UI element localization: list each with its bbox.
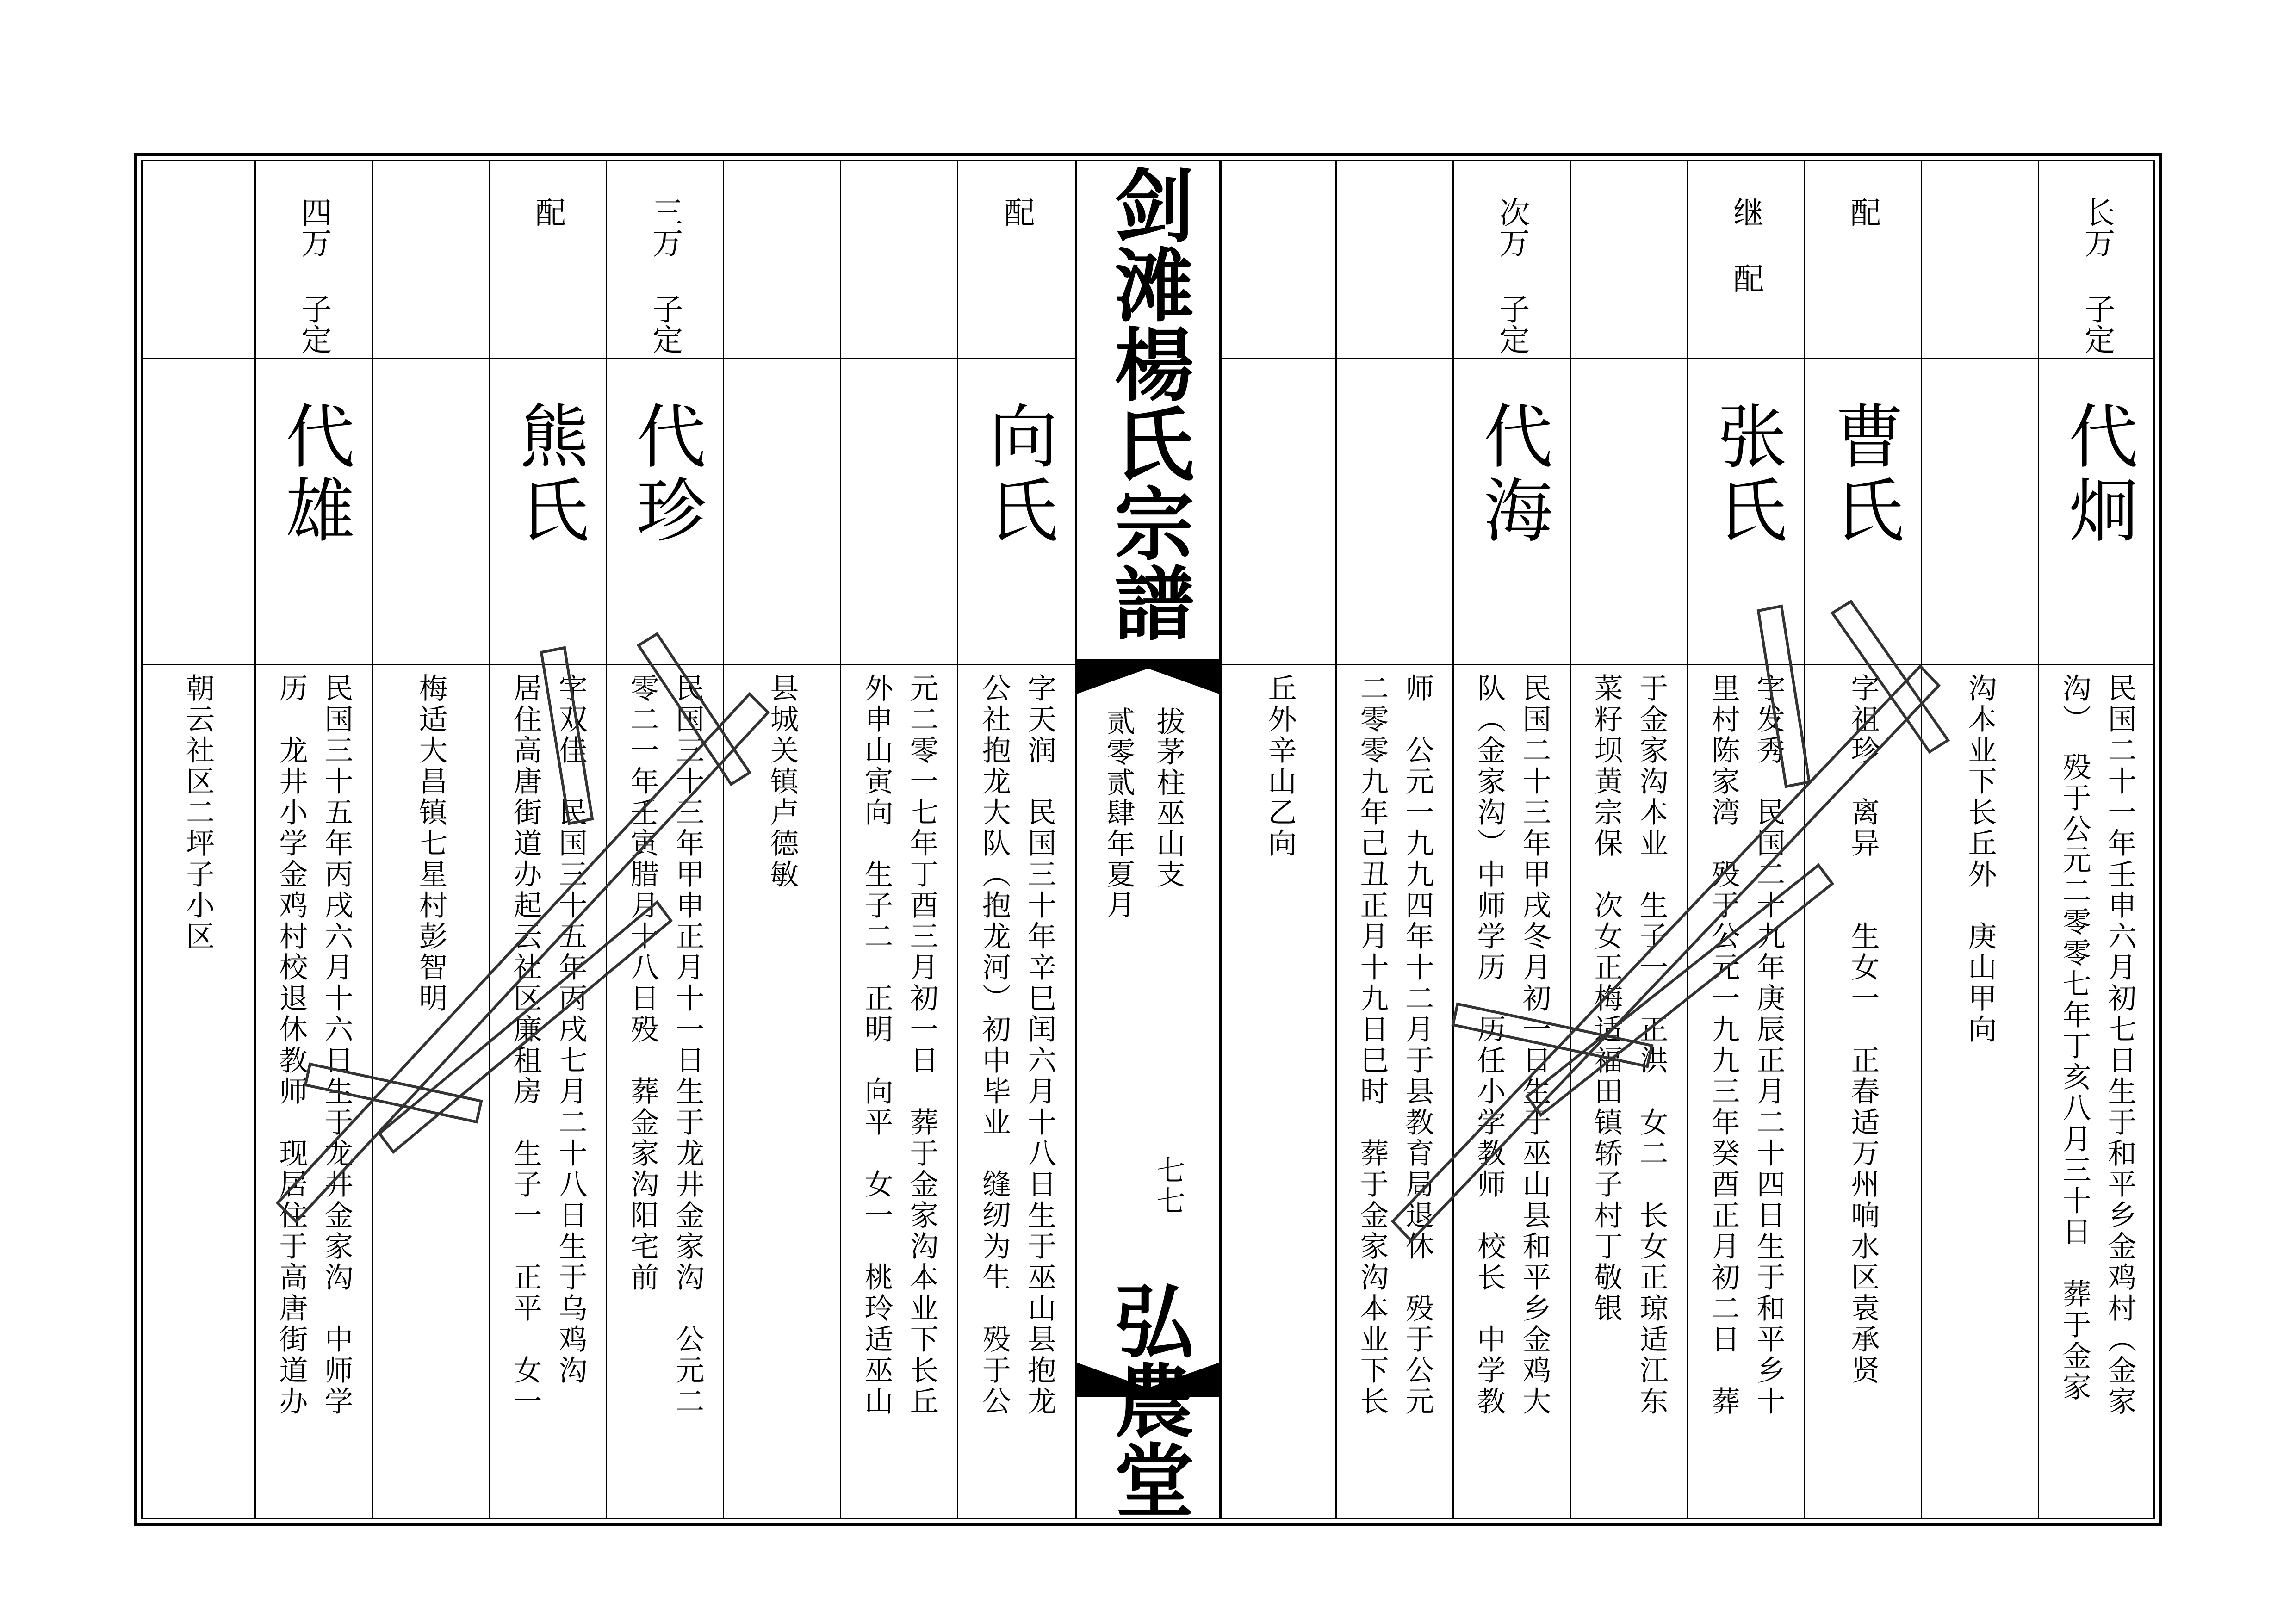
person-name: 代雄 [273, 400, 354, 548]
entry-column [1921, 160, 2038, 1519]
entry-column [1570, 160, 1687, 1519]
hall-name: 弘農堂 [1101, 1280, 1195, 1519]
book-spine [1075, 160, 1221, 1519]
relation-label: 四万 子定 [296, 197, 332, 354]
person-name: 代海 [1471, 400, 1552, 548]
entry-column [1687, 160, 1804, 1519]
person-name: 代珍 [625, 400, 705, 548]
biography-text: 元二零一七年丁酉三月初一日 葬于金家沟本业下长丘 外申山寅向 生子二 正明 向平 女一 桃玲适巫山 [860, 673, 939, 1417]
branch-name: 拔茅柱巫山支 [1152, 706, 1185, 890]
relation-label: 长万 子定 [2079, 197, 2115, 354]
biography-text: 沟本业下长丘外 庚山甲向 [1963, 673, 1997, 1045]
entry-column [2038, 160, 2155, 1519]
biography-text: 县城关镇卢德敏 [765, 673, 799, 890]
biography-text: 民国三十三年甲申正月十一日生于龙井金家沟 公元二 零二一年壬寅腊月十八日殁 葬金家沟阳宅前 [626, 673, 705, 1417]
person-name: 张氏 [1706, 400, 1786, 548]
biography-text: 字祖珍 离异 生女一 正春适万州响水区袁承贤 [1846, 673, 1880, 1386]
biography-text: 师 公元一九九四年十二月于县教育局退休 殁于公元 二零零九年己丑正月十九日巳时 葬于金家沟本业下长 [1355, 673, 1434, 1417]
biography-text: 字双佳 民国三十五年丙戌七月二十八日生于乌鸡沟 居住高唐街道办起云社区廉租房 生子一 正平 女一 [509, 673, 588, 1417]
relation-label: 次万 子定 [1494, 197, 1530, 354]
person-name: 代炯 [2057, 400, 2137, 548]
entry-column [958, 160, 1075, 1519]
biography-text: 民国三十五年丙戌六月十六日生于龙井金家沟 中师学 历 龙井小学金鸡村校退休教师 现居住于高唐街道办 [274, 673, 354, 1417]
entry-column [841, 160, 958, 1519]
biography-text: 梅适大昌镇七星村彭智明 [414, 673, 448, 1014]
person-name: 曹氏 [1823, 400, 1903, 548]
entry-column [1221, 160, 1338, 1519]
relation-label: 配 [1845, 197, 1881, 227]
biography-text: 丘外辛山乙向 [1263, 673, 1297, 859]
entry-column [490, 160, 607, 1519]
relation-label: 继 配 [1728, 197, 1764, 293]
person-name: 熊氏 [508, 400, 588, 548]
entry-column [724, 160, 841, 1519]
relation-label: 配 [999, 197, 1035, 227]
biography-text: 朝云社区二坪子小区 [181, 673, 215, 952]
biography-text: 字发秀 民国二十九年庚辰正月二十四日生于和平乡十 里村陈家湾 殁于公元一九九三年癸酉正月初二日 葬 [1706, 673, 1786, 1417]
biography-text: 民国二十一年壬申六月初七日生于和平乡金鸡村（金家 沟） 殁于公元二零零七年丁亥八月三十日 葬于金家 [2058, 673, 2137, 1417]
person-name: 向氏 [976, 400, 1057, 548]
entry-column [1452, 160, 1570, 1519]
entry-column [256, 160, 373, 1519]
entry-column [1335, 160, 1452, 1519]
genealogy-title: 剑滩楊氏宗譜 [1101, 164, 1195, 642]
biography-text: 民国二十三年甲戌冬月初一日生于巫山县和平乡金鸡大 队（金家沟）中师学历 历任小学教师 校长 中学教 [1472, 673, 1551, 1417]
compilation-date: 贰零贰肆年夏月 [1102, 706, 1136, 920]
entry-column [1804, 160, 1921, 1519]
relation-label: 配 [530, 197, 566, 227]
relation-label: 三万 子定 [647, 197, 683, 354]
entry-column [607, 160, 724, 1519]
entry-column [141, 160, 256, 1519]
biography-text: 于金家沟本业 生子一 正洪 女二 长女正琼适江东 菜籽坝黄宗保 次女正梅适福田镇轿子村丁敬银 [1589, 673, 1669, 1417]
biography-text: 字天润 民国三十年辛巳闰六月十八日生于巫山县抱龙 公社抱龙大队（抱龙河）初中毕业 缝纫为生 殁于公 [977, 673, 1057, 1417]
page-number: 七七 [1152, 1155, 1185, 1216]
entry-column [373, 160, 490, 1519]
